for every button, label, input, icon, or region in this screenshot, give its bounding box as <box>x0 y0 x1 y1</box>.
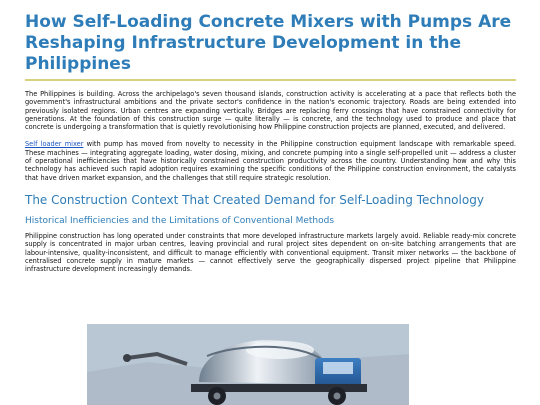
article-title: How Self-Loading Concrete Mixers with Pumps Are Reshaping Infrastructure Development in the Philippines <box>25 12 516 81</box>
paragraph-historical: Philippine construction has long operated under constraints that more developed infrastructure markets largely avoid. Reliable ready-mix concrete supply is concentrated in major urban centres, leaving provincial and rural project sites dependent on on-site batching arrangements that are labour-intensive, quality-inconsistent, and difficult to manage efficiently with conventional equipment. Transit mixer networks — the backbone of centralised concrete supply in mature markets — cannot effectively serve the geographically dispersed project pipeline that Philippine infrastructure development increasingly demands. <box>25 231 516 274</box>
self-loader-mixer-link[interactable]: Self loader mixer <box>25 140 84 149</box>
subsection-heading: Historical Inefficiencies and the Limitations of Conventional Methods <box>25 215 335 226</box>
mixer-photo <box>87 324 409 405</box>
section-heading: The Construction Context That Created Demand for Self-Loading Technology <box>25 192 484 207</box>
self-loading-mixer-image <box>87 324 409 405</box>
article <box>25 12 516 273</box>
paragraph-self-loader-text: with pump has moved from novelty to necessity in the Philippine construction equipment landscape with remarkable speed. These machines — integrating aggregate loading, water dosing, mixing, and concrete pumping into a single self-propelled unit — address a cluster of operational inefficiencies that have historically constrained construction productivity across the country. Understanding how and why this technology has achieved such rapid adoption requires examining the specific conditions of the Philippine construction environment, the catalysts that have driven market expansion, and the challenges that still require strategic resolution. <box>25 140 516 182</box>
intro-paragraph: The Philippines is building. Across the archipelago's seven thousand islands, construction activity is accelerating at a pace that reflects both the government's infrastructural ambitions and the private sector's confidence in the nation's economic trajectory. Roads are being extended into previously isolated regions. Urban centres are expanding vertically. Bridges are replacing ferry crossings that have constrained connectivity for generations. At the foundation of this construction surge — quite literally — is concrete, and the technology used to produce and place that concrete is undergoing a transformation that is quietly revolutionising how Philippine construction projects are planned, executed, and delivered. <box>25 90 516 132</box>
paragraph-self-loader <box>25 140 516 181</box>
